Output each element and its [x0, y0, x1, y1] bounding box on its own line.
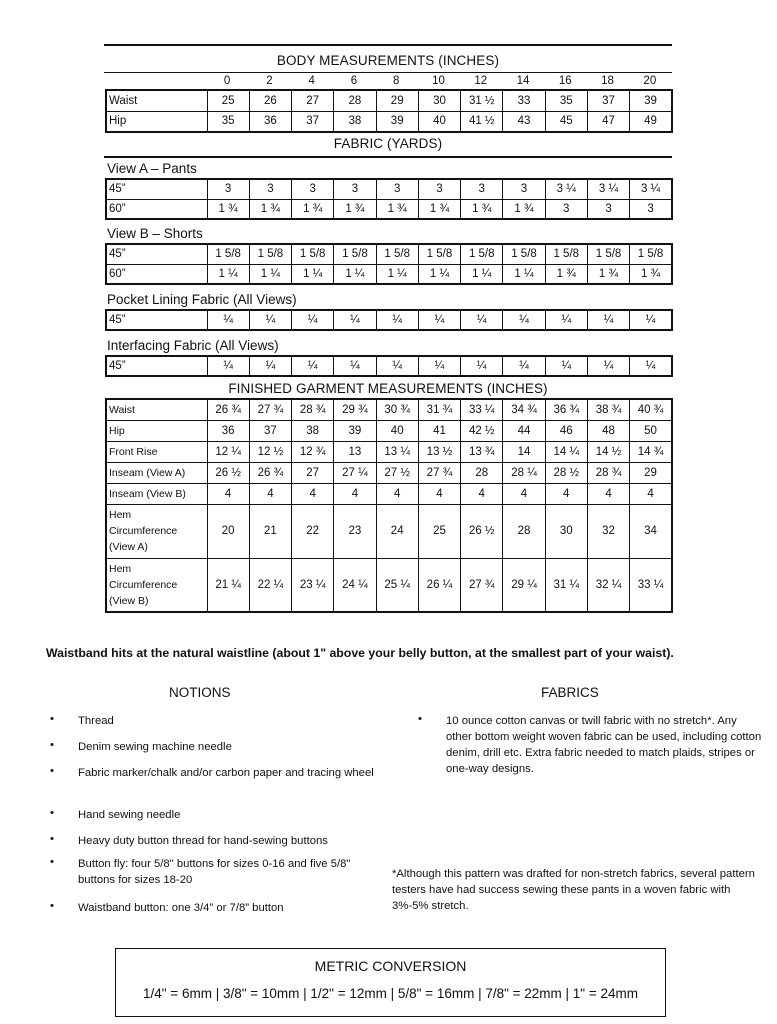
- table-cell: 4: [461, 483, 503, 504]
- notions-title: NOTIONS: [169, 685, 231, 700]
- bullet-icon: •: [50, 713, 54, 725]
- table-cell: 3: [334, 179, 376, 199]
- table-cell: 41: [418, 420, 460, 441]
- row-label-line: Circumference: [109, 578, 178, 591]
- table-cell: 26 ¼: [418, 558, 460, 612]
- row-label: 45”: [106, 356, 207, 376]
- size-cell: 0: [223, 75, 231, 87]
- table-cell: 22: [292, 504, 334, 558]
- table-cell: 37: [292, 111, 334, 132]
- table-cell: 26: [249, 90, 291, 111]
- table-cell: 3: [503, 179, 545, 199]
- list-item: [50, 739, 380, 755]
- table-cell: 21 ¼: [207, 558, 249, 612]
- table-cell: 4: [418, 483, 460, 504]
- list-item: [50, 807, 380, 823]
- interfacing-title: Interfacing Fabric (All Views): [107, 338, 279, 353]
- table-cell: 1 5/8: [418, 244, 460, 264]
- table-cell: 34: [630, 504, 672, 558]
- table-cell: 28 ½: [545, 462, 587, 483]
- table-cell: 3 ¼: [630, 179, 672, 199]
- table-cell: 29 ¾: [334, 399, 376, 420]
- table-cell: 46: [545, 420, 587, 441]
- table-cell: 26 ½: [207, 462, 249, 483]
- table-cell: 1 5/8: [292, 244, 334, 264]
- row-label: [106, 504, 207, 558]
- table-cell: 1 5/8: [334, 244, 376, 264]
- table-cell: 44: [503, 420, 545, 441]
- table-cell: 30 ¾: [376, 399, 418, 420]
- table-cell: 42 ½: [461, 420, 503, 441]
- table-cell: ¼: [376, 310, 418, 330]
- list-item-text: Hand sewing needle: [78, 809, 181, 821]
- waistband-note: Waistband hits at the natural waistline (about 1" above your belly button, at the smallest part of your waist).: [46, 646, 674, 660]
- row-label-line: Hem: [109, 509, 132, 521]
- table-cell: 4: [249, 483, 291, 504]
- table-cell: 1 5/8: [461, 244, 503, 264]
- table-cell: 40: [418, 111, 460, 132]
- table-cell: 26 ¾: [249, 462, 291, 483]
- row-label-line: (View A): [109, 541, 148, 553]
- table-cell: 33 ¼: [461, 399, 503, 420]
- table-row: [106, 441, 672, 462]
- view-a-title: View A – Pants: [107, 161, 197, 176]
- bullet-icon: •: [50, 833, 54, 845]
- bullet-icon: •: [418, 713, 422, 725]
- table-cell: 38: [292, 420, 334, 441]
- metric-conversion-title: METRIC CONVERSION: [314, 958, 467, 974]
- table-cell: 28 ¼: [503, 462, 545, 483]
- table-cell: 1 5/8: [545, 244, 587, 264]
- table-cell: ¼: [292, 310, 334, 330]
- fabric-view-b-table: [105, 243, 673, 285]
- table-cell: 49: [630, 111, 672, 132]
- row-label: Hip: [106, 420, 207, 441]
- table-cell: 39: [334, 420, 376, 441]
- table-cell: ¼: [334, 310, 376, 330]
- table-cell: 1 ¼: [334, 264, 376, 284]
- list-item: [50, 856, 380, 888]
- table-cell: 25: [418, 504, 460, 558]
- row-label-line: (View B): [109, 594, 149, 607]
- table-cell: ¼: [630, 310, 672, 330]
- table-cell: ¼: [461, 310, 503, 330]
- table-cell: 1 5/8: [249, 244, 291, 264]
- table-cell: 14: [503, 441, 545, 462]
- table-cell: 1 ¼: [376, 264, 418, 284]
- body-measurements-table: [105, 89, 673, 133]
- row-label: Waist: [106, 399, 207, 420]
- fabric-yards-title: FABRIC (YARDS): [333, 136, 443, 151]
- list-item-text: 10 ounce cotton canvas or twill fabric with no stretch*. Any other bottom weight woven fabric can be used, including cotton denim, drill etc. Extra fabric needed to match plaids, stripes or one-way designs.: [446, 715, 762, 775]
- table-cell: 27 ¼: [334, 462, 376, 483]
- table-cell: 25: [207, 90, 249, 111]
- row-label: Waist: [106, 90, 207, 111]
- table-row: [106, 462, 672, 483]
- table-row: [106, 310, 672, 330]
- table-cell: ¼: [545, 356, 587, 376]
- table-cell: 1 ¾: [418, 199, 460, 219]
- table-cell: 1 ¾: [207, 199, 249, 219]
- table-cell: 33: [503, 90, 545, 111]
- view-b-title: View B – Shorts: [107, 226, 203, 241]
- table-cell: 1 5/8: [503, 244, 545, 264]
- size-cell: 2: [266, 75, 273, 87]
- table-cell: ¼: [292, 356, 334, 376]
- table-cell: 1 ¾: [292, 199, 334, 219]
- list-item-text: Thread: [78, 715, 114, 727]
- table-cell: 1 ¾: [249, 199, 291, 219]
- fabric-view-a-table: [105, 178, 673, 220]
- table-cell: 48: [587, 420, 629, 441]
- list-item: [50, 765, 380, 781]
- row-label: [106, 558, 207, 612]
- table-cell: 36: [249, 111, 291, 132]
- table-row: [106, 90, 672, 111]
- table-cell: 28: [503, 504, 545, 558]
- table-cell: 3: [376, 179, 418, 199]
- table-cell: 4: [545, 483, 587, 504]
- table-cell: ¼: [418, 310, 460, 330]
- table-cell: 3: [587, 199, 629, 219]
- row-label: Inseam (View B): [106, 483, 207, 504]
- table-row: [106, 420, 672, 441]
- finished-garment-title: FINISHED GARMENT MEASUREMENTS (INCHES): [228, 381, 548, 396]
- table-cell: 1 ¾: [545, 264, 587, 284]
- table-cell: 3: [292, 179, 334, 199]
- list-item-text: Fabric marker/chalk and/or carbon paper and tracing wheel: [78, 767, 374, 779]
- table-cell: 4: [334, 483, 376, 504]
- table-cell: 27 ¾: [249, 399, 291, 420]
- size-cell: 20: [643, 75, 657, 87]
- row-label: Hip: [106, 111, 207, 132]
- table-cell: 38 ¾: [587, 399, 629, 420]
- table-row: [106, 483, 672, 504]
- bullet-icon: •: [50, 900, 54, 912]
- table-cell: 4: [292, 483, 334, 504]
- table-cell: 33 ¼: [630, 558, 672, 612]
- table-cell: 26 ¾: [207, 399, 249, 420]
- table-cell: 4: [376, 483, 418, 504]
- table-cell: 14 ¾: [630, 441, 672, 462]
- table-cell: 1 ¼: [249, 264, 291, 284]
- table-cell: ¼: [461, 356, 503, 376]
- table-cell: ¼: [207, 356, 249, 376]
- table-cell: ¼: [334, 356, 376, 376]
- list-item: [50, 713, 380, 729]
- row-label: 60”: [106, 199, 207, 219]
- table-cell: 24 ¼: [334, 558, 376, 612]
- table-cell: 3 ¼: [545, 179, 587, 199]
- table-cell: 1 ¾: [630, 264, 672, 284]
- table-cell: ¼: [503, 310, 545, 330]
- table-cell: 37: [587, 90, 629, 111]
- table-cell: 43: [503, 111, 545, 132]
- table-cell: 1 ¼: [207, 264, 249, 284]
- table-cell: 4: [630, 483, 672, 504]
- table-row: [106, 399, 672, 420]
- table-cell: 45: [545, 111, 587, 132]
- body-measurements-title: BODY MEASUREMENTS (INCHES): [276, 53, 500, 68]
- table-cell: 4: [587, 483, 629, 504]
- stretch-disclaimer: *Although this pattern was drafted for non-stretch fabrics, several pattern testers have had success sewing these pants in a woven fabric with 3%-5% stretch.: [392, 868, 755, 912]
- metric-conversion-box: [115, 948, 666, 1017]
- table-cell: 1 ¾: [461, 199, 503, 219]
- table-cell: 32: [587, 504, 629, 558]
- table-cell: 39: [376, 111, 418, 132]
- row-label: 45”: [106, 179, 207, 199]
- table-cell: 1 5/8: [376, 244, 418, 264]
- table-cell: 35: [545, 90, 587, 111]
- table-cell: 3: [207, 179, 249, 199]
- table-cell: ¼: [545, 310, 587, 330]
- table-cell: 40 ¾: [630, 399, 672, 420]
- table-cell: 29: [630, 462, 672, 483]
- finished-garment-table: [105, 398, 673, 613]
- table-cell: 27 ½: [376, 462, 418, 483]
- pocket-lining-table: [105, 309, 673, 331]
- table-cell: 37: [249, 420, 291, 441]
- table-cell: ¼: [630, 356, 672, 376]
- size-cell: 8: [392, 75, 400, 87]
- table-cell: 35: [207, 111, 249, 132]
- table-cell: 1 ¼: [418, 264, 460, 284]
- metric-conversion-values: 1/4" = 6mm | 3/8" = 10mm | 1/2" = 12mm | 5/8" = 16mm | 7/8" = 22mm | 1" = 24mm: [143, 986, 638, 1001]
- table-row: [106, 244, 672, 264]
- table-cell: 3: [249, 179, 291, 199]
- table-cell: 31 ½: [461, 90, 503, 111]
- table-cell: 1 ¾: [334, 199, 376, 219]
- table-cell: 1 5/8: [207, 244, 249, 264]
- interfacing-table: [105, 355, 673, 377]
- table-cell: 14 ¼: [545, 441, 587, 462]
- table-cell: 50: [630, 420, 672, 441]
- table-cell: 1 5/8: [587, 244, 629, 264]
- table-cell: ¼: [587, 310, 629, 330]
- list-item: [50, 833, 380, 849]
- table-row: [106, 356, 672, 376]
- row-label: Inseam (View A): [106, 462, 207, 483]
- table-cell: 1 ¼: [503, 264, 545, 284]
- row-label: Front Rise: [106, 441, 207, 462]
- size-chart-sheet: [104, 44, 672, 613]
- table-cell: 1 ¼: [292, 264, 334, 284]
- table-cell: 41 ½: [461, 111, 503, 132]
- table-cell: 1 ¾: [587, 264, 629, 284]
- table-cell: 1 ¾: [376, 199, 418, 219]
- list-item-text: Denim sewing machine needle: [78, 741, 232, 753]
- table-cell: 29: [376, 90, 418, 111]
- table-cell: ¼: [249, 310, 291, 330]
- table-cell: 30: [418, 90, 460, 111]
- table-cell: 3: [461, 179, 503, 199]
- size-cell: 4: [308, 75, 315, 87]
- table-cell: ¼: [207, 310, 249, 330]
- bullet-icon: •: [50, 807, 54, 819]
- table-cell: ¼: [587, 356, 629, 376]
- table-cell: ¼: [376, 356, 418, 376]
- table-cell: 27 ¾: [461, 558, 503, 612]
- table-cell: 25 ¼: [376, 558, 418, 612]
- table-cell: 29 ¼: [503, 558, 545, 612]
- table-cell: 28 ¾: [292, 399, 334, 420]
- table-cell: 1 ¾: [503, 199, 545, 219]
- size-cell: 16: [558, 75, 572, 87]
- table-cell: 27 ¾: [418, 462, 460, 483]
- size-cell: 6: [350, 75, 358, 87]
- table-cell: 28: [461, 462, 503, 483]
- table-cell: ¼: [418, 356, 460, 376]
- table-cell: 13: [334, 441, 376, 462]
- table-row: [106, 264, 672, 284]
- bullet-icon: •: [50, 739, 54, 751]
- table-cell: 28: [334, 90, 376, 111]
- table-row: [106, 111, 672, 132]
- table-cell: 39: [630, 90, 672, 111]
- table-cell: 36 ¾: [545, 399, 587, 420]
- table-cell: 3: [545, 199, 587, 219]
- table-cell: 30: [545, 504, 587, 558]
- table-cell: 32 ¼: [587, 558, 629, 612]
- table-cell: 4: [503, 483, 545, 504]
- table-cell: 3: [630, 199, 672, 219]
- sizes-row: [105, 73, 671, 89]
- table-cell: 23: [334, 504, 376, 558]
- table-cell: 1 5/8: [630, 244, 672, 264]
- table-cell: 21: [249, 504, 291, 558]
- table-cell: 12 ½: [249, 441, 291, 462]
- row-label: 45”: [106, 310, 207, 330]
- table-cell: 13 ¼: [376, 441, 418, 462]
- table-cell: 14 ½: [587, 441, 629, 462]
- size-cell: 12: [474, 75, 488, 87]
- table-cell: 12 ¼: [207, 441, 249, 462]
- table-cell: 31 ¼: [545, 558, 587, 612]
- size-cell: 10: [432, 75, 445, 87]
- list-item-text: Button fly: four 5/8" buttons for sizes 0-16 and five 5/8" buttons for sizes 18-20: [78, 858, 351, 886]
- row-label: 45”: [106, 244, 207, 264]
- bullet-icon: •: [50, 765, 54, 777]
- table-cell: 13 ¾: [461, 441, 503, 462]
- table-cell: 22 ¼: [249, 558, 291, 612]
- table-cell: 38: [334, 111, 376, 132]
- list-item-text: Waistband button: one 3/4” or 7/8” button: [78, 902, 284, 914]
- table-cell: 27: [292, 90, 334, 111]
- table-cell: 27: [292, 462, 334, 483]
- bullet-icon: •: [50, 856, 54, 868]
- sizes-label-cell: [105, 73, 206, 89]
- size-cell: 18: [601, 75, 614, 87]
- table-cell: 28 ¾: [587, 462, 629, 483]
- table-cell: ¼: [249, 356, 291, 376]
- table-cell: 40: [376, 420, 418, 441]
- sizes-header-table: [105, 73, 671, 89]
- table-row: [106, 199, 672, 219]
- row-label-line: Circumference: [109, 525, 178, 537]
- table-cell: 23 ¼: [292, 558, 334, 612]
- top-rule: [104, 44, 672, 46]
- table-cell: 20: [207, 504, 249, 558]
- table-row: [106, 504, 672, 558]
- table-cell: 12 ¾: [292, 441, 334, 462]
- table-row: [106, 558, 672, 612]
- table-cell: 3: [418, 179, 460, 199]
- list-item: [50, 900, 380, 916]
- table-cell: ¼: [503, 356, 545, 376]
- table-cell: 13 ½: [418, 441, 460, 462]
- row-label: 60”: [106, 264, 207, 284]
- table-cell: 31 ¾: [418, 399, 460, 420]
- fabrics-title: FABRICS: [541, 685, 599, 700]
- list-item-text: Heavy duty button thread for hand-sewing buttons: [78, 835, 328, 847]
- size-cell: 14: [516, 75, 530, 87]
- table-cell: 47: [587, 111, 629, 132]
- table-cell: 36: [207, 420, 249, 441]
- list-item: [418, 713, 763, 777]
- pocket-lining-title: Pocket Lining Fabric (All Views): [107, 292, 297, 307]
- table-cell: 4: [207, 483, 249, 504]
- table-row: [106, 179, 672, 199]
- table-cell: 1 ¼: [461, 264, 503, 284]
- table-cell: 24: [376, 504, 418, 558]
- table-cell: 34 ¾: [503, 399, 545, 420]
- table-cell: 26 ½: [461, 504, 503, 558]
- row-label-line: Hem: [109, 562, 132, 575]
- table-cell: 3 ¼: [587, 179, 629, 199]
